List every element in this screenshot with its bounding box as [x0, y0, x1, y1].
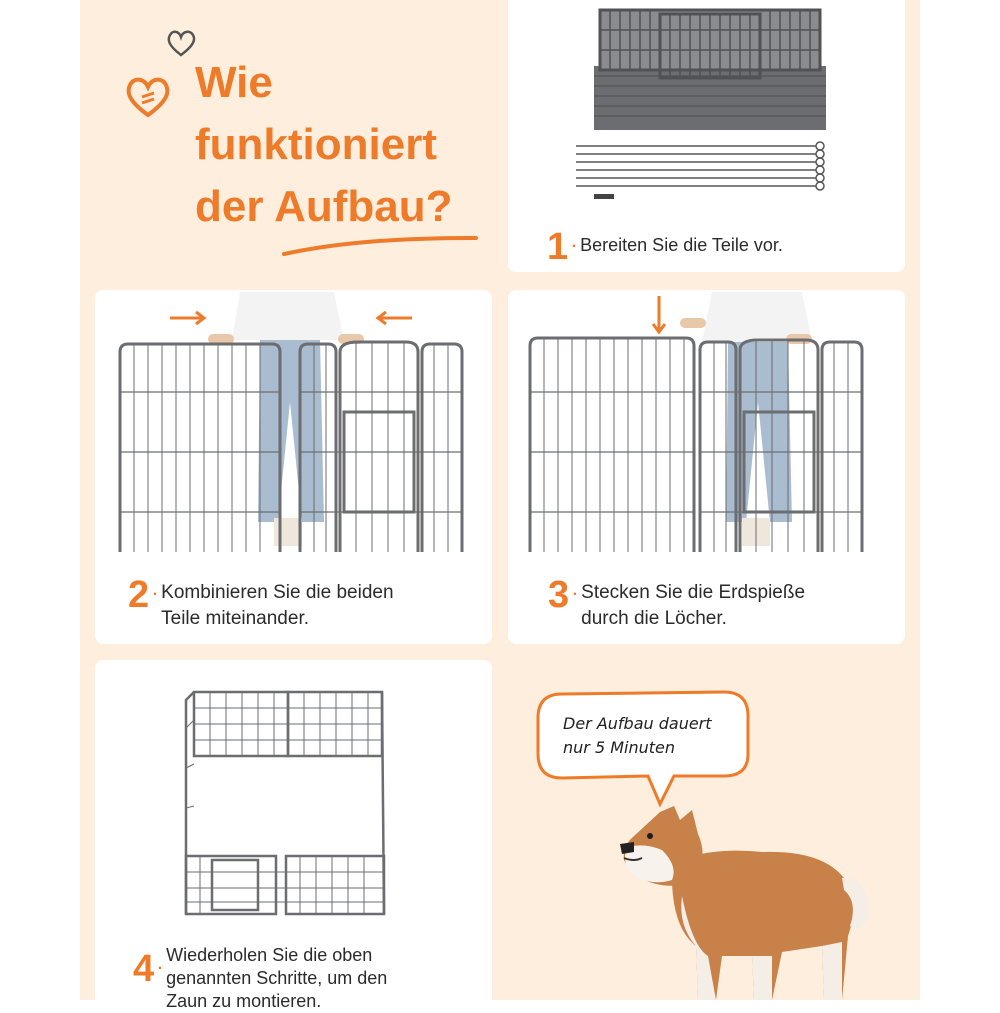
- step-2-number: 2 .: [128, 574, 158, 616]
- husky-dog-image: [612, 806, 872, 1000]
- title-line-2: funktioniert: [195, 120, 437, 169]
- step-1: [547, 228, 783, 266]
- assembled-fence-image: [180, 688, 390, 920]
- step-2-text-line-1: Kombinieren Sie die beiden: [161, 582, 394, 603]
- step-4: [133, 940, 387, 1013]
- speech-bubble-line-2: nur 5 Minuten: [563, 738, 675, 757]
- step-4-text-line-3: Zaun zu montieren.: [166, 991, 322, 1011]
- step-2-text-line-2: Teile miteinander.: [161, 608, 310, 629]
- step-2-text: [161, 576, 393, 632]
- heart-icon: [124, 72, 172, 120]
- step-2: [128, 576, 394, 632]
- ground-stakes-image: [568, 140, 838, 202]
- title-line-1: Wie: [195, 58, 273, 107]
- title-line-3: der Aufbau?: [195, 182, 453, 231]
- speech-bubble-line-1: Der Aufbau dauert: [563, 714, 712, 733]
- step-3-number: 3 .: [548, 574, 578, 616]
- insert-stakes-image: [522, 292, 887, 560]
- title-underline-swoosh: [280, 232, 480, 260]
- step-4-text-line-1: Wiederholen Sie die oben: [166, 945, 373, 965]
- stacked-fence-panels-image: [590, 6, 830, 134]
- heart-outline-icon: [165, 28, 197, 58]
- step-3-text-line-1: Stecken Sie die Erdspieße: [581, 582, 806, 603]
- step-4-number: 4 .: [133, 948, 163, 990]
- speech-bubble-text: [563, 712, 733, 760]
- step-3: [548, 576, 805, 632]
- page-title: [195, 52, 452, 238]
- step-4-text: [166, 940, 387, 1013]
- step-1-number: 1 .: [547, 226, 577, 268]
- step-4-text-line-2: genannten Schritte, um den: [166, 968, 388, 988]
- step-3-text: [581, 576, 805, 632]
- combine-panels-image: [112, 292, 477, 560]
- step-3-text-line-2: durch die Löcher.: [581, 608, 727, 629]
- step-1-text: Bereiten Sie die Teile vor.: [580, 235, 783, 255]
